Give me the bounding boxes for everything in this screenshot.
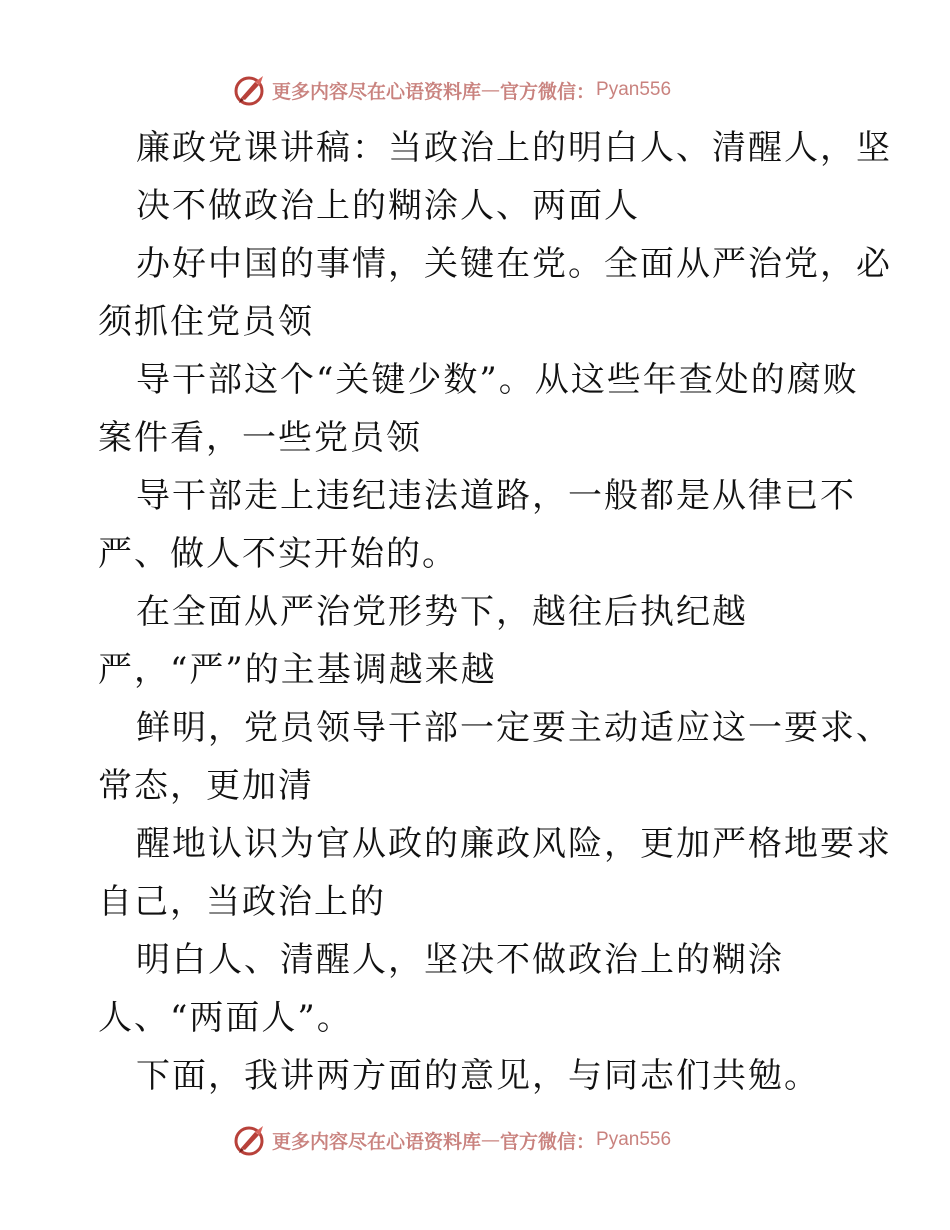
text-line: 在全面从严治党形势下，越往后执纪越 <box>136 592 748 632</box>
text-line: 严，“严”的主基调越来越 <box>98 650 497 690</box>
text-line: 决不做政治上的糊涂人、两面人 <box>136 186 640 226</box>
header-watermark <box>232 72 671 108</box>
text-line: 鲜明，党员领导干部一定要主动适应这一要求、 <box>136 708 892 748</box>
text-line: 严、做人不实开始的。 <box>98 534 458 574</box>
text-line: 案件看，一些党员领 <box>98 418 422 458</box>
watermark-dash: — <box>481 1129 501 1151</box>
footer-watermark <box>232 1122 671 1158</box>
watermark-site-text: 更多内容尽在心语资料库 <box>272 1130 482 1153</box>
watermark-wechat-id: Pyan556 <box>596 79 672 100</box>
text-line: 导干部这个“关键少数”。从这些年查处的腐败 <box>136 360 859 400</box>
watermark-wechat-label: 官方微信： <box>500 1130 596 1153</box>
text-line: 须抓住党员领 <box>98 302 314 342</box>
watermark-wechat-label: 官方微信： <box>500 80 596 103</box>
text-line: 导干部走上违纪违法道路，一般都是从律已不 <box>136 476 856 516</box>
quill-logo-icon <box>232 1122 268 1158</box>
watermark-site-text: 更多内容尽在心语资料库 <box>272 80 482 103</box>
watermark-wechat-id: Pyan556 <box>596 1129 672 1150</box>
text-line: 明白人、清醒人，坚决不做政治上的糊涂 <box>136 940 784 980</box>
text-line: 人、“两面人”。 <box>98 998 353 1038</box>
text-line: 醒地认识为官从政的廉政风险，更加严格地要求 <box>136 824 892 864</box>
quill-logo-icon <box>232 72 268 108</box>
text-line: 廉政党课讲稿：当政治上的明白人、清醒人，坚 <box>136 128 892 168</box>
text-line: 办好中国的事情，关键在党。全面从严治党，必 <box>136 244 892 284</box>
text-line: 下面，我讲两方面的意见，与同志们共勉。 <box>136 1056 820 1096</box>
text-line: 自己，当政治上的 <box>98 882 386 922</box>
text-line: 常态，更加清 <box>98 766 314 806</box>
watermark-dash: — <box>481 79 501 101</box>
